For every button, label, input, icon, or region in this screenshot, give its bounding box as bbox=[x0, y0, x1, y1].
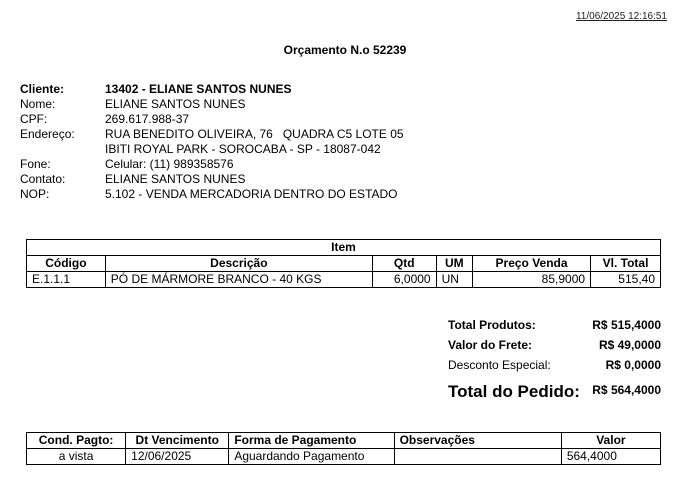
cpf-value: 269.617.988-37 bbox=[105, 112, 190, 126]
cliente-label: Cliente: bbox=[20, 82, 65, 96]
col-qtd: Qtd bbox=[372, 256, 436, 272]
col-cond-pagto: Cond. Pagto: bbox=[27, 433, 126, 449]
payment-table bbox=[26, 432, 661, 465]
col-descricao: Descrição bbox=[105, 256, 372, 272]
item-qtd: 6,0000 bbox=[372, 272, 436, 288]
col-um: UM bbox=[436, 256, 472, 272]
pay-cond: a vista bbox=[27, 449, 126, 465]
nome-label: Nome: bbox=[20, 97, 56, 111]
frete-value: R$ 49,0000 bbox=[598, 338, 661, 352]
frete-row bbox=[448, 338, 661, 358]
desconto-label: Desconto Especial: bbox=[448, 358, 551, 372]
items-caption: Item bbox=[27, 240, 661, 256]
col-codigo: Código bbox=[27, 256, 106, 272]
contato-label: Contato: bbox=[20, 172, 66, 186]
print-timestamp: 11/06/2025 12:16:51 bbox=[575, 11, 667, 22]
item-codigo: E.1.1.1 bbox=[27, 272, 106, 288]
pay-vencimento: 12/06/2025 bbox=[126, 449, 229, 465]
document-title: Orçamento N.o 52239 bbox=[283, 43, 407, 57]
col-forma-pagamento: Forma de Pagamento bbox=[229, 433, 394, 449]
total-pedido-value: R$ 564,4000 bbox=[592, 383, 661, 397]
total-produtos-row bbox=[448, 318, 661, 338]
pay-valor: 564,4000 bbox=[561, 449, 660, 465]
nop-label: NOP: bbox=[20, 187, 50, 201]
item-um: UN bbox=[436, 272, 472, 288]
table-row bbox=[27, 272, 661, 288]
col-valor: Valor bbox=[561, 433, 660, 449]
total-produtos-value: R$ 515,4000 bbox=[592, 318, 661, 332]
table-row bbox=[27, 449, 661, 465]
item-descricao: PÓ DE MÁRMORE BRANCO - 40 KGS bbox=[105, 272, 372, 288]
cliente-value: 13402 - ELIANE SANTOS NUNES bbox=[105, 82, 292, 96]
totals-block bbox=[448, 318, 661, 404]
contato-value: ELIANE SANTOS NUNES bbox=[105, 172, 246, 186]
col-dt-vencimento: Dt Vencimento bbox=[126, 433, 229, 449]
frete-label: Valor do Frete: bbox=[448, 338, 533, 352]
desconto-row bbox=[448, 358, 661, 378]
items-table bbox=[26, 239, 661, 288]
endereco-line2: IBITI ROYAL PARK - SOROCABA - SP - 18087-042 bbox=[105, 142, 381, 156]
total-produtos-label: Total Produtos: bbox=[448, 318, 536, 332]
total-pedido-label: Total do Pedido: bbox=[448, 382, 580, 401]
item-preco: 85,9000 bbox=[473, 272, 591, 288]
total-pedido-row bbox=[448, 378, 661, 404]
desconto-value: R$ 0,0000 bbox=[605, 358, 661, 372]
nop-value: 5.102 - VENDA MERCADORIA DENTRO DO ESTADO bbox=[105, 187, 398, 201]
col-observacoes: Observações bbox=[394, 433, 561, 449]
endereco-label: Endereço: bbox=[20, 127, 75, 141]
nome-value: ELIANE SANTOS NUNES bbox=[105, 97, 246, 111]
fone-label: Fone: bbox=[20, 157, 51, 171]
cpf-label: CPF: bbox=[20, 112, 48, 126]
col-preco: Preço Venda bbox=[473, 256, 591, 272]
fone-value: Celular: (11) 989358576 bbox=[105, 157, 234, 171]
item-total: 515,40 bbox=[591, 272, 661, 288]
pay-forma: Aguardando Pagamento bbox=[229, 449, 394, 465]
endereco-line1: RUA BENEDITO OLIVEIRA, 76 QUADRA C5 LOTE 05 bbox=[105, 127, 404, 141]
col-total: Vl. Total bbox=[591, 256, 661, 272]
pay-observacoes bbox=[394, 449, 561, 465]
